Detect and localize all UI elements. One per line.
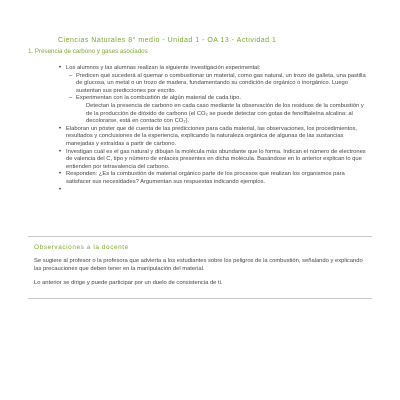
sub-list-item-detail: Detectan la presencia de carbono en cada caso mediante la observación de los residuos de la combustión y de la producción de dióxido de carbono (el CO₂ se puede detectar con gotas de fenolftaleína alcalina: al decolorarse, está en contacto con CO₂). xyxy=(86,102,364,125)
list-item xyxy=(66,65,370,126)
sub-list xyxy=(66,73,370,126)
teacher-notes-box xyxy=(28,236,372,299)
sub-list-item-text: Predicen qué sucederá al quemar o combustionar un material, como gas natural, un trozo de galleta, una pastilla de glucosa, un metal o un trozo de madera, fundamentando su condición de orgánico o inorgánico. Luego sustentan sus predicciones por escrito. xyxy=(76,72,366,94)
sub-list-item xyxy=(76,95,370,125)
list-item xyxy=(66,126,370,149)
activity-section xyxy=(28,65,372,187)
activity-list xyxy=(66,65,370,187)
list-item-text: Los alumnos y las alumnas realizan la siguiente investigación experimental: xyxy=(66,65,261,71)
list-item xyxy=(66,171,370,186)
page-header: Ciencias Naturales 8° medio - Unidad 1 - OA 13 - Actividad 1 xyxy=(58,37,277,44)
notes-paragraph: Se sugiere al profesor o la profesora que advierta a los estudiantes sobre los peligros de la combustión, señalando y explicando las precauciones que deben tener en la manipulación del material. xyxy=(34,258,363,272)
notes-paragraph: Lo anterior se dirige y puede participar por un duelo de consistencia de ti. xyxy=(34,279,223,286)
sub-list-item xyxy=(76,73,370,96)
list-item-text: Investigan cuál es el gas natural y dibujan la molécula más abundante que lo forma. Indican el número de electrones de valencia del C, tipo y número de enlaces presentes en dicha molécula. Basándose en lo anterior explican lo que entienden por tetravalencia del carbono. xyxy=(66,148,366,170)
list-item-text: Elaboran un póster que dé cuenta de las predicciones para cada material, las observaciones, los procedimientos, resultados y conclusiones de la experiencia, explicando la naturaleza orgánica de algunas de las sustancias manejadas y extraídas a partir de carbono. xyxy=(66,125,357,147)
notes-title: Observaciones a la docente xyxy=(34,244,129,251)
section-subheading: 1. Presencia de carbono y gases asociados xyxy=(28,48,148,55)
list-item xyxy=(66,149,370,172)
sub-list-item-text: Experimentan con la combustión de algún material de cada tipo. xyxy=(76,95,241,102)
list-item-text: Responden: ¿Es la combustión de material orgánico parte de los procesos que realizan los organismos para satisfacer sus necesidades? Argumentan sus respuestas indicando ejemplos. xyxy=(66,171,345,185)
